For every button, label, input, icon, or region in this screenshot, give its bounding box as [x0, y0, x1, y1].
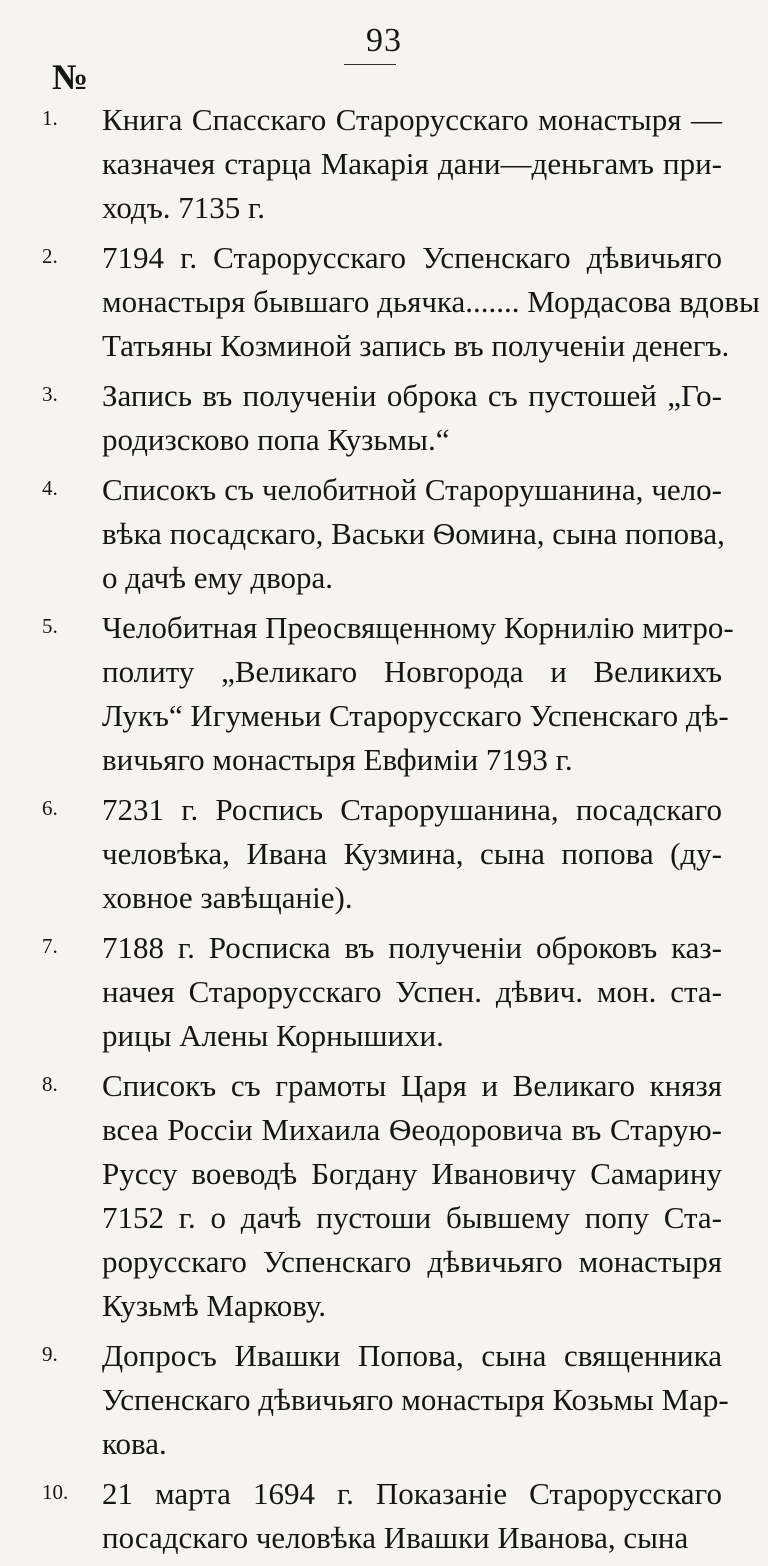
list-item: [0, 98, 768, 230]
entry-text-line: кова.: [102, 1426, 167, 1461]
entry-text-line: всеа Россіи Михаила Ѳеодоровича въ Старую-: [102, 1112, 722, 1147]
list-item: [0, 236, 768, 368]
list-item: [0, 1472, 768, 1560]
entry-text-line: рорусскаго Успенскаго дѣвичьяго монастыря: [102, 1244, 722, 1279]
numero-sign: №: [52, 57, 89, 97]
entry-text-line: казначея старца Макарія дани—деньгамъ при-: [102, 146, 722, 181]
entry-text-line: Руссу воеводѣ Богдану Ивановичу Самарину: [102, 1156, 722, 1191]
entry-text-line: 7188 г. Росписка въ полученіи оброковъ каз-: [102, 930, 722, 965]
list-item: [0, 606, 768, 782]
entry-text-line: ховное завѣщаніе).: [102, 880, 353, 915]
entry-number: 2.: [42, 244, 58, 268]
list-item: [0, 1334, 768, 1466]
entry-text-line: вичьяго монастыря Евфиміи 7193 г.: [102, 742, 573, 777]
entry-text-line: Допросъ Ивашки Попова, сына священника: [102, 1338, 722, 1373]
entry-text-line: политу „Великаго Новгорода и Великихъ: [102, 654, 722, 689]
entry-text-line: рицы Алены Корнышихи.: [102, 1018, 444, 1053]
entry-number: 4.: [42, 476, 58, 500]
entry-text-line: 21 марта 1694 г. Показаніе Старорусскаго: [102, 1476, 722, 1511]
entry-text-line: Татьяны Козминой запись въ полученіи денегъ.: [102, 328, 730, 363]
entry-number: 9.: [42, 1342, 58, 1366]
entry-list: [0, 98, 768, 1566]
list-item: [0, 468, 768, 600]
entry-text-line: посадскаго человѣка Ивашки Иванова, сына: [102, 1520, 689, 1555]
entry-text-line: 7194 г. Старорусскаго Успенскаго дѣвичьяго: [102, 240, 722, 275]
entry-text-line: Книга Спасскаго Старорусскаго монастыря —: [102, 102, 722, 137]
list-item: [0, 926, 768, 1058]
entry-text-line: Списокъ съ грамоты Царя и Великаго князя: [102, 1068, 722, 1103]
entry-text-line: монастыря бывшаго дьячка....... Мордасова вдовы: [102, 284, 760, 319]
entry-text-line: 7152 г. о дачѣ пустоши бывшему попу Ста-: [102, 1200, 722, 1235]
entry-text-line: Лукъ“ Игуменьи Старорусскаго Успенскаго дѣ-: [102, 698, 729, 733]
entry-text-line: вѣка посадскаго, Васьки Ѳомина, сына попова,: [102, 516, 725, 551]
entry-number: 8.: [42, 1072, 58, 1096]
entry-text-line: 7231 г. Роспись Старорушанина, посадскаго: [102, 792, 722, 827]
entry-text-line: ходъ. 7135 г.: [102, 190, 265, 225]
entry-text-line: Успенскаго дѣвичьяго монастыря Козьмы Мар-: [102, 1382, 729, 1417]
entry-text-line: Списокъ съ челобитной Старорушанина, чело-: [102, 472, 722, 507]
page-number: 93: [366, 22, 402, 59]
entry-number: 6.: [42, 796, 58, 820]
list-item: [0, 1064, 768, 1328]
entry-text-line: начея Старорусскаго Успен. дѣвич. мон. ста-: [102, 974, 722, 1009]
entry-number: 1.: [42, 106, 58, 130]
list-item: [0, 788, 768, 920]
entry-number: 3.: [42, 382, 58, 406]
entry-text-line: родизсково попа Кузьмы.“: [102, 422, 450, 457]
entry-number: 5.: [42, 614, 58, 638]
entry-number: 10.: [42, 1480, 69, 1504]
entry-text-line: Запись въ полученіи оброка съ пустошей „Го-: [102, 378, 722, 413]
entry-text-line: Челобитная Преосвященному Корнилію митро-: [102, 610, 734, 645]
entry-text-line: Кузьмѣ Маркову.: [102, 1288, 326, 1323]
list-item: [0, 374, 768, 462]
page-number-rule: [344, 64, 396, 65]
entry-number: 7.: [42, 934, 58, 958]
entry-text-line: о дачѣ ему двора.: [102, 560, 334, 595]
entry-text-line: человѣка, Ивана Кузмина, сына попова (ду-: [102, 836, 722, 871]
